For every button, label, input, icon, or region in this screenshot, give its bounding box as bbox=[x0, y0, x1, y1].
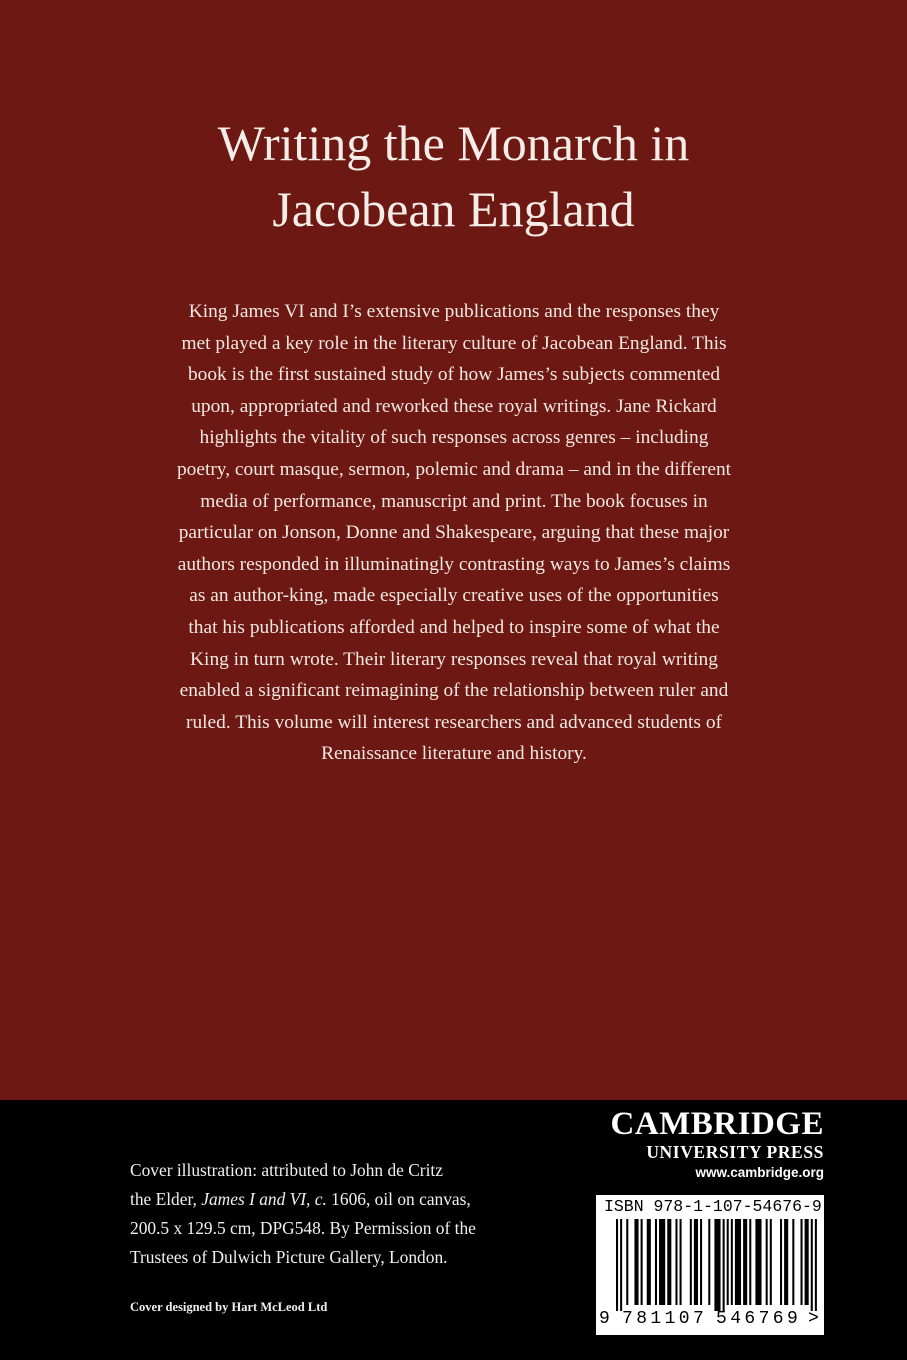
barcode-bar bbox=[735, 1219, 741, 1305]
barcode-bar bbox=[647, 1219, 651, 1305]
barcode-bar bbox=[714, 1219, 720, 1311]
description-line: King in turn wrote. Their literary responses reveal that royal writing bbox=[190, 648, 718, 670]
barcode-bar bbox=[731, 1219, 733, 1305]
description-line: authors responded in illuminatingly contrasting ways to James’s claims bbox=[177, 553, 731, 575]
cover-designer-credit: Cover designed by Hart McLeod Ltd bbox=[130, 1300, 328, 1314]
description-line: ruled. This volume will interest researchers and advanced students of bbox=[186, 711, 722, 733]
barcode-bar bbox=[641, 1219, 643, 1305]
description-line: met played a key role in the literary culture of Jacobean England. This bbox=[181, 332, 727, 354]
description-line: as an author-king, made especially creative uses of the opportunities bbox=[189, 585, 719, 607]
description-line: King James VI and I’s extensive publications and the responses they bbox=[188, 301, 720, 322]
book-description bbox=[118, 296, 790, 770]
barcode-bar bbox=[780, 1219, 782, 1305]
barcode-bar bbox=[801, 1219, 803, 1305]
barcode-bar bbox=[655, 1219, 657, 1305]
isbn-label: ISBN 978-1-107-54676-9 bbox=[604, 1197, 822, 1216]
barcode-bar bbox=[659, 1219, 665, 1305]
barcode-bar bbox=[755, 1219, 761, 1305]
credit-line-2 bbox=[130, 1185, 570, 1214]
description-line: particular on Jonson, Donne and Shakespeare, arguing that these major bbox=[178, 522, 730, 544]
book-title bbox=[0, 110, 907, 242]
barcode-bar bbox=[667, 1219, 671, 1305]
barcode-bar bbox=[690, 1219, 692, 1305]
publisher-name: CAMBRIDGE bbox=[610, 1106, 824, 1142]
barcode-bar bbox=[766, 1219, 768, 1305]
barcode-bar bbox=[680, 1219, 682, 1305]
isbn-barcode bbox=[596, 1195, 824, 1335]
barcode-bar bbox=[770, 1219, 772, 1305]
barcode-bar bbox=[620, 1219, 622, 1311]
title-line-1: Writing the Monarch in bbox=[217, 115, 690, 171]
publisher-press: UNIVERSITY PRESS bbox=[646, 1142, 824, 1162]
credit-line-1: Cover illustration: attributed to John de Critz bbox=[130, 1160, 443, 1180]
barcode-bars bbox=[596, 1219, 824, 1311]
credit-line-3: 200.5 x 129.5 cm, DPG548. By Permission of the bbox=[130, 1218, 476, 1238]
barcode-bar bbox=[792, 1219, 794, 1305]
barcode-bar bbox=[811, 1219, 813, 1311]
credit-line-4: Trustees of Dulwich Picture Gallery, London. bbox=[130, 1247, 448, 1267]
description-line: media of performance, manuscript and print. The book focuses in bbox=[200, 490, 708, 512]
barcode-bar bbox=[616, 1219, 618, 1311]
cover-illustration-credit bbox=[130, 1156, 570, 1272]
description-line: enabled a significant reimagining of the relationship between ruler and bbox=[179, 680, 729, 702]
barcode-bar bbox=[743, 1219, 747, 1305]
description-line: that his publications afforded and helped to inspire some of what the bbox=[188, 616, 720, 638]
publisher-url: www.cambridge.org bbox=[695, 1165, 824, 1180]
description-line: upon, appropriated and reworked these royal writings. Jane Rickard bbox=[191, 395, 717, 417]
painting-title: James I and VI, c. bbox=[201, 1189, 327, 1209]
barcode-bar bbox=[700, 1219, 702, 1305]
barcode-bar bbox=[784, 1219, 788, 1305]
barcode-bar bbox=[626, 1219, 628, 1305]
barcode-right-digits: 546769 bbox=[716, 1309, 802, 1329]
barcode-end-mark: > bbox=[808, 1309, 819, 1329]
barcode-left-digits: 781107 bbox=[622, 1309, 708, 1329]
title-line-2: Jacobean England bbox=[272, 181, 635, 237]
publisher-logo bbox=[594, 1106, 824, 1184]
barcode-bar bbox=[815, 1219, 817, 1311]
barcode-bar bbox=[749, 1219, 751, 1305]
barcode-bar bbox=[727, 1219, 729, 1305]
barcode-bar bbox=[805, 1219, 809, 1305]
credit-line-2-start: the Elder, bbox=[130, 1189, 202, 1209]
credit-line-2-end: 1606, oil on canvas, bbox=[326, 1189, 471, 1209]
barcode-bar bbox=[723, 1219, 725, 1311]
barcode-bar bbox=[675, 1219, 677, 1305]
barcode-bar bbox=[694, 1219, 698, 1305]
description-line: Renaissance literature and history. bbox=[321, 743, 587, 765]
barcode-bar bbox=[708, 1219, 710, 1305]
barcode-bar bbox=[634, 1219, 638, 1305]
description-line: poetry, court masque, sermon, polemic and drama – and in the different bbox=[176, 458, 732, 480]
description-line: highlights the vitality of such responses across genres – including bbox=[199, 427, 709, 449]
barcode-first-digit: 9 bbox=[599, 1309, 610, 1329]
description-line: book is the first sustained study of how James’s subjects commented bbox=[187, 364, 721, 386]
